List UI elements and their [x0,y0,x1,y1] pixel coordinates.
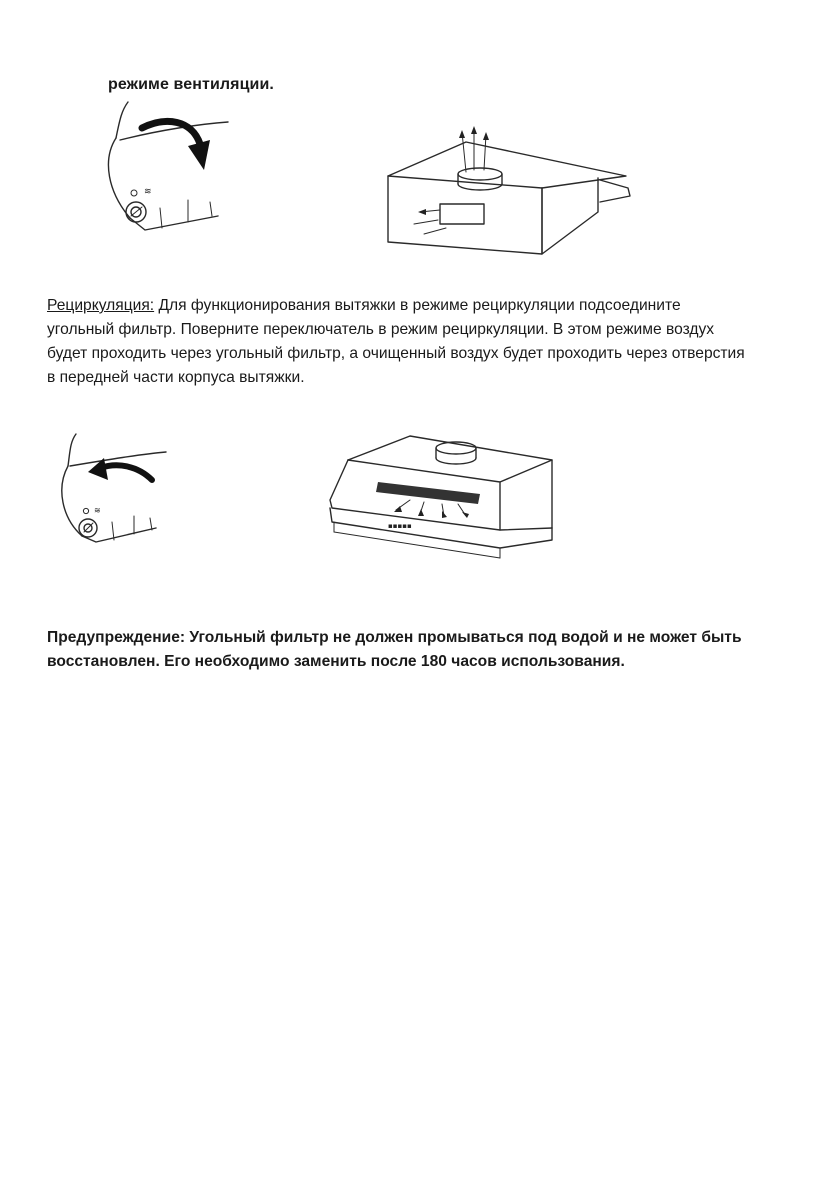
hood-recirculation-illustration [320,432,570,572]
warning-paragraph: Предупреждение: Угольный фильтр не должен промываться под водой и не может быть восстановлен. Его необходимо заменить после 180 часов использования. [47,629,742,670]
recirculation-heading: Рециркуляция: [47,297,155,314]
hood-ventilation-illustration [380,120,640,260]
svg-text:▪▪▪▪▪: ▪▪▪▪▪ [388,522,412,530]
knob-clockwise-illustration [100,100,240,240]
svg-text:≋: ≋ [144,187,152,197]
knob-counterclockwise-illustration [56,432,176,552]
svg-text:≋: ≋ [94,506,101,515]
ventilation-mode-caption: режиме вентиляции. [108,76,274,93]
recirculation-text: Для функционирования вытяжки в режиме рециркуляции подсоедините угольный фильтр. Поверните переключатель в режим рециркуляции. В этом режиме воздух будет проходить через угольный фильтр, а очищенный воздух будет проходить через отверстия в передней части корпуса вытяжки. [47,297,745,386]
recirculation-paragraph [47,294,747,390]
